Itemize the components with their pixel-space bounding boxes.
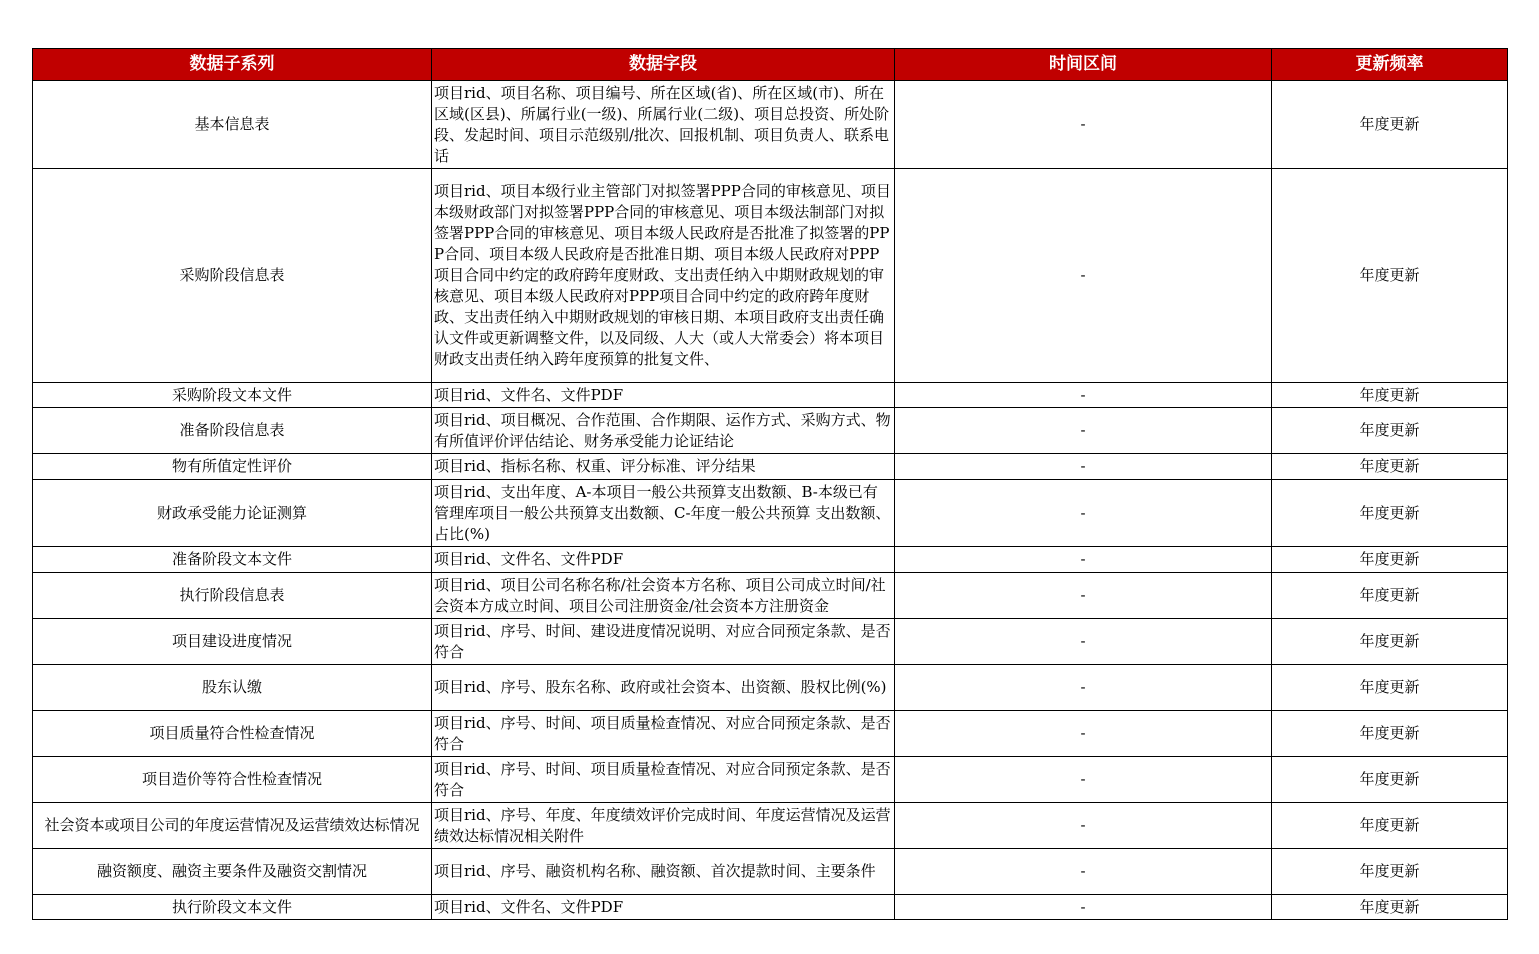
cell-period: - <box>895 81 1272 169</box>
cell-fields: 项目rid、序号、年度、年度绩效评价完成时间、年度运营情况及运营绩效达标情况相关附件 <box>432 803 895 849</box>
cell-fields: 项目rid、指标名称、权重、评分标准、评分结果 <box>432 454 895 480</box>
cell-fields: 项目rid、序号、时间、项目质量检查情况、对应合同预定条款、是否符合 <box>432 757 895 803</box>
cell-frequency: 年度更新 <box>1272 757 1508 803</box>
table-row <box>33 849 1508 895</box>
data-catalog-table <box>32 48 1508 920</box>
cell-period: - <box>895 849 1272 895</box>
cell-period: - <box>895 169 1272 383</box>
cell-period: - <box>895 619 1272 665</box>
cell-fields: 项目rid、项目名称、项目编号、所在区域(省)、所在区域(市)、所在区域(区县)、所属行业(一级)、所属行业(二级)、项目总投资、所处阶段、发起时间、项目示范级别/批次、回报机制、项目负责人、联系电话 <box>432 81 895 169</box>
cell-fields: 项目rid、项目公司名称名称/社会资本方名称、项目公司成立时间/社会资本方成立时间、项目公司注册资金/社会资本方注册资金 <box>432 573 895 619</box>
table-row <box>33 547 1508 573</box>
cell-frequency: 年度更新 <box>1272 711 1508 757</box>
cell-frequency: 年度更新 <box>1272 849 1508 895</box>
header-data-subseries: 数据子系列 <box>33 49 432 81</box>
cell-period: - <box>895 803 1272 849</box>
cell-subseries: 执行阶段文本文件 <box>33 895 432 920</box>
table-body <box>33 81 1508 920</box>
table-header <box>33 49 1508 81</box>
cell-frequency: 年度更新 <box>1272 803 1508 849</box>
table-row <box>33 454 1508 480</box>
cell-period: - <box>895 480 1272 547</box>
table-row <box>33 757 1508 803</box>
cell-period: - <box>895 547 1272 573</box>
table-row <box>33 169 1508 383</box>
table-row <box>33 895 1508 920</box>
cell-fields: 项目rid、文件名、文件PDF <box>432 383 895 408</box>
cell-period: - <box>895 454 1272 480</box>
cell-fields: 项目rid、项目本级行业主管部门对拟签署PPP合同的审核意见、项目本级财政部门对拟签署PPP合同的审核意见、项目本级法制部门对拟签署PPP合同的审核意见、项目本级人民政府是否批准了拟签署的PPP合同、项目本级人民政府是否批准日期、项目本级人民政府对PPP项目合同中约定的政府跨年度财政、支出责任纳入中期财政规划的审核意见、项目本级人民政府对PPP项目合同中约定的政府跨年度财政、支出责任纳入中期财政规划的审核日期、本项目政府支出责任确认文件或更新调整文件，以及同级、人大（或人大常委会）将本项目财政支出责任纳入跨年度预算的批复文件、 <box>432 169 895 383</box>
cell-subseries: 项目建设进度情况 <box>33 619 432 665</box>
cell-frequency: 年度更新 <box>1272 408 1508 454</box>
cell-frequency: 年度更新 <box>1272 895 1508 920</box>
cell-period: - <box>895 573 1272 619</box>
cell-fields: 项目rid、序号、时间、建设进度情况说明、对应合同预定条款、是否符合 <box>432 619 895 665</box>
header-row <box>33 49 1508 81</box>
cell-fields: 项目rid、支出年度、A-本项目一般公共预算支出数额、B-本级已有管理库项目一般公共预算支出数额、C-年度一般公共预算 支出数额、占比(%) <box>432 480 895 547</box>
cell-frequency: 年度更新 <box>1272 383 1508 408</box>
table-row <box>33 665 1508 711</box>
cell-fields: 项目rid、项目概况、合作范围、合作期限、运作方式、采购方式、物有所值评价评估结论、财务承受能力论证结论 <box>432 408 895 454</box>
cell-frequency: 年度更新 <box>1272 454 1508 480</box>
cell-subseries: 物有所值定性评价 <box>33 454 432 480</box>
cell-frequency: 年度更新 <box>1272 665 1508 711</box>
cell-subseries: 准备阶段信息表 <box>33 408 432 454</box>
cell-subseries: 项目质量符合性检查情况 <box>33 711 432 757</box>
cell-fields: 项目rid、文件名、文件PDF <box>432 895 895 920</box>
cell-fields: 项目rid、序号、时间、项目质量检查情况、对应合同预定条款、是否符合 <box>432 711 895 757</box>
header-data-fields: 数据字段 <box>432 49 895 81</box>
cell-subseries: 执行阶段信息表 <box>33 573 432 619</box>
cell-subseries: 财政承受能力论证测算 <box>33 480 432 547</box>
cell-frequency: 年度更新 <box>1272 619 1508 665</box>
cell-subseries: 采购阶段文本文件 <box>33 383 432 408</box>
cell-subseries: 社会资本或项目公司的年度运营情况及运营绩效达标情况 <box>33 803 432 849</box>
header-time-range: 时间区间 <box>895 49 1272 81</box>
cell-period: - <box>895 711 1272 757</box>
cell-frequency: 年度更新 <box>1272 81 1508 169</box>
cell-subseries: 融资额度、融资主要条件及融资交割情况 <box>33 849 432 895</box>
cell-period: - <box>895 895 1272 920</box>
cell-period: - <box>895 757 1272 803</box>
table-row <box>33 573 1508 619</box>
cell-subseries: 股东认缴 <box>33 665 432 711</box>
table-row <box>33 711 1508 757</box>
table-row <box>33 383 1508 408</box>
cell-frequency: 年度更新 <box>1272 547 1508 573</box>
cell-fields: 项目rid、序号、股东名称、政府或社会资本、出资额、股权比例(%) <box>432 665 895 711</box>
cell-frequency: 年度更新 <box>1272 480 1508 547</box>
cell-fields: 项目rid、序号、融资机构名称、融资额、首次提款时间、主要条件 <box>432 849 895 895</box>
cell-subseries: 准备阶段文本文件 <box>33 547 432 573</box>
cell-fields: 项目rid、文件名、文件PDF <box>432 547 895 573</box>
cell-frequency: 年度更新 <box>1272 169 1508 383</box>
cell-period: - <box>895 665 1272 711</box>
cell-period: - <box>895 383 1272 408</box>
table-row <box>33 619 1508 665</box>
cell-period: - <box>895 408 1272 454</box>
header-update-frequency: 更新频率 <box>1272 49 1508 81</box>
cell-subseries: 基本信息表 <box>33 81 432 169</box>
table-row <box>33 81 1508 169</box>
table-row <box>33 480 1508 547</box>
table-row <box>33 408 1508 454</box>
table-row <box>33 803 1508 849</box>
cell-subseries: 采购阶段信息表 <box>33 169 432 383</box>
cell-frequency: 年度更新 <box>1272 573 1508 619</box>
cell-subseries: 项目造价等符合性检查情况 <box>33 757 432 803</box>
